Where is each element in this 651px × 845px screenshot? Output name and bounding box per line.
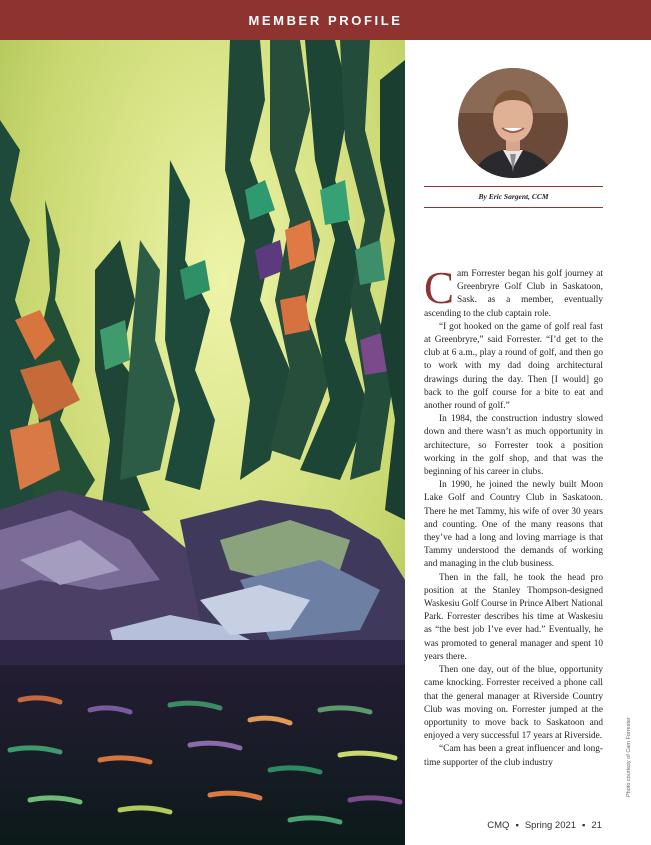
article-paragraph: In 1990, he joined the newly built Moon Lake Golf and Country Club in Saskatoon. There he met Tammy, his wife of over 30 years and counting. One of the many reasons that they’ve had a long and loving marriage is that Tammy understood the demands of working and managing in the club business. bbox=[424, 480, 603, 570]
author-portrait bbox=[458, 68, 568, 178]
publication-name: CMQ bbox=[487, 820, 510, 831]
landscape-painting bbox=[0, 40, 405, 845]
section-title: MEMBER PROFILE bbox=[248, 12, 403, 28]
article-paragraph: “I got hooked on the game of golf real fast at Greenbryre,” said Forrester. “I’d get to the club at 6 a.m., play a round of golf, and then go to work with my dad doing architectural drawings during the day. Then [I would] go back to the golf course for a bite to eat and another round of golf.” bbox=[424, 321, 603, 412]
page-number: 21 bbox=[591, 820, 602, 831]
footer-separator: ▪ bbox=[515, 820, 519, 831]
byline-bottom-rule bbox=[424, 207, 603, 208]
footer-separator: ▪ bbox=[582, 820, 586, 831]
article-body bbox=[424, 263, 603, 770]
byline-top-rule bbox=[424, 186, 603, 187]
issue-date: Spring 2021 bbox=[524, 820, 577, 831]
article-paragraph: Then in the fall, he took the head pro position at the Stanley Thompson-designed Waskesiu Golf Course in Prince Albert National Park. Forrester describes his time at Waskesiu as “the best job I’ve ever had.” Eventually, he was promoted to general manager and spent 10 years there. bbox=[424, 572, 603, 662]
article-paragraph: Then one day, out of the blue, opportunity came knocking. Forrester received a phone call that the general manager at Riverside Country Club was moving on. Forrester jumped at the opportunity to move back to Saskatoon and enjoyed a very successful 17 years at Riverside. bbox=[424, 665, 603, 742]
drop-cap: C bbox=[424, 263, 455, 313]
article-paragraph: “Cam has been a great influencer and long-time supporter of the club industry bbox=[424, 744, 603, 768]
page-footer bbox=[487, 820, 602, 831]
article-paragraph: In 1984, the construction industry slowed down and there wasn’t as much opportunity in architecture, so Forrester took a position working in the golf shop, and that was the beginning of his career in clubs. bbox=[424, 414, 603, 478]
byline: By Eric Sargent, CCM bbox=[478, 192, 549, 201]
photo-credit: Photo courtesy of Cam Forrester bbox=[626, 717, 632, 797]
section-header-bar bbox=[0, 0, 651, 40]
article-paragraph: Cam Forrester began his golf journey at Greenbryre Golf Club in Saskatoon, Sask. as a member, eventually ascending to the club captain role. bbox=[424, 263, 603, 319]
